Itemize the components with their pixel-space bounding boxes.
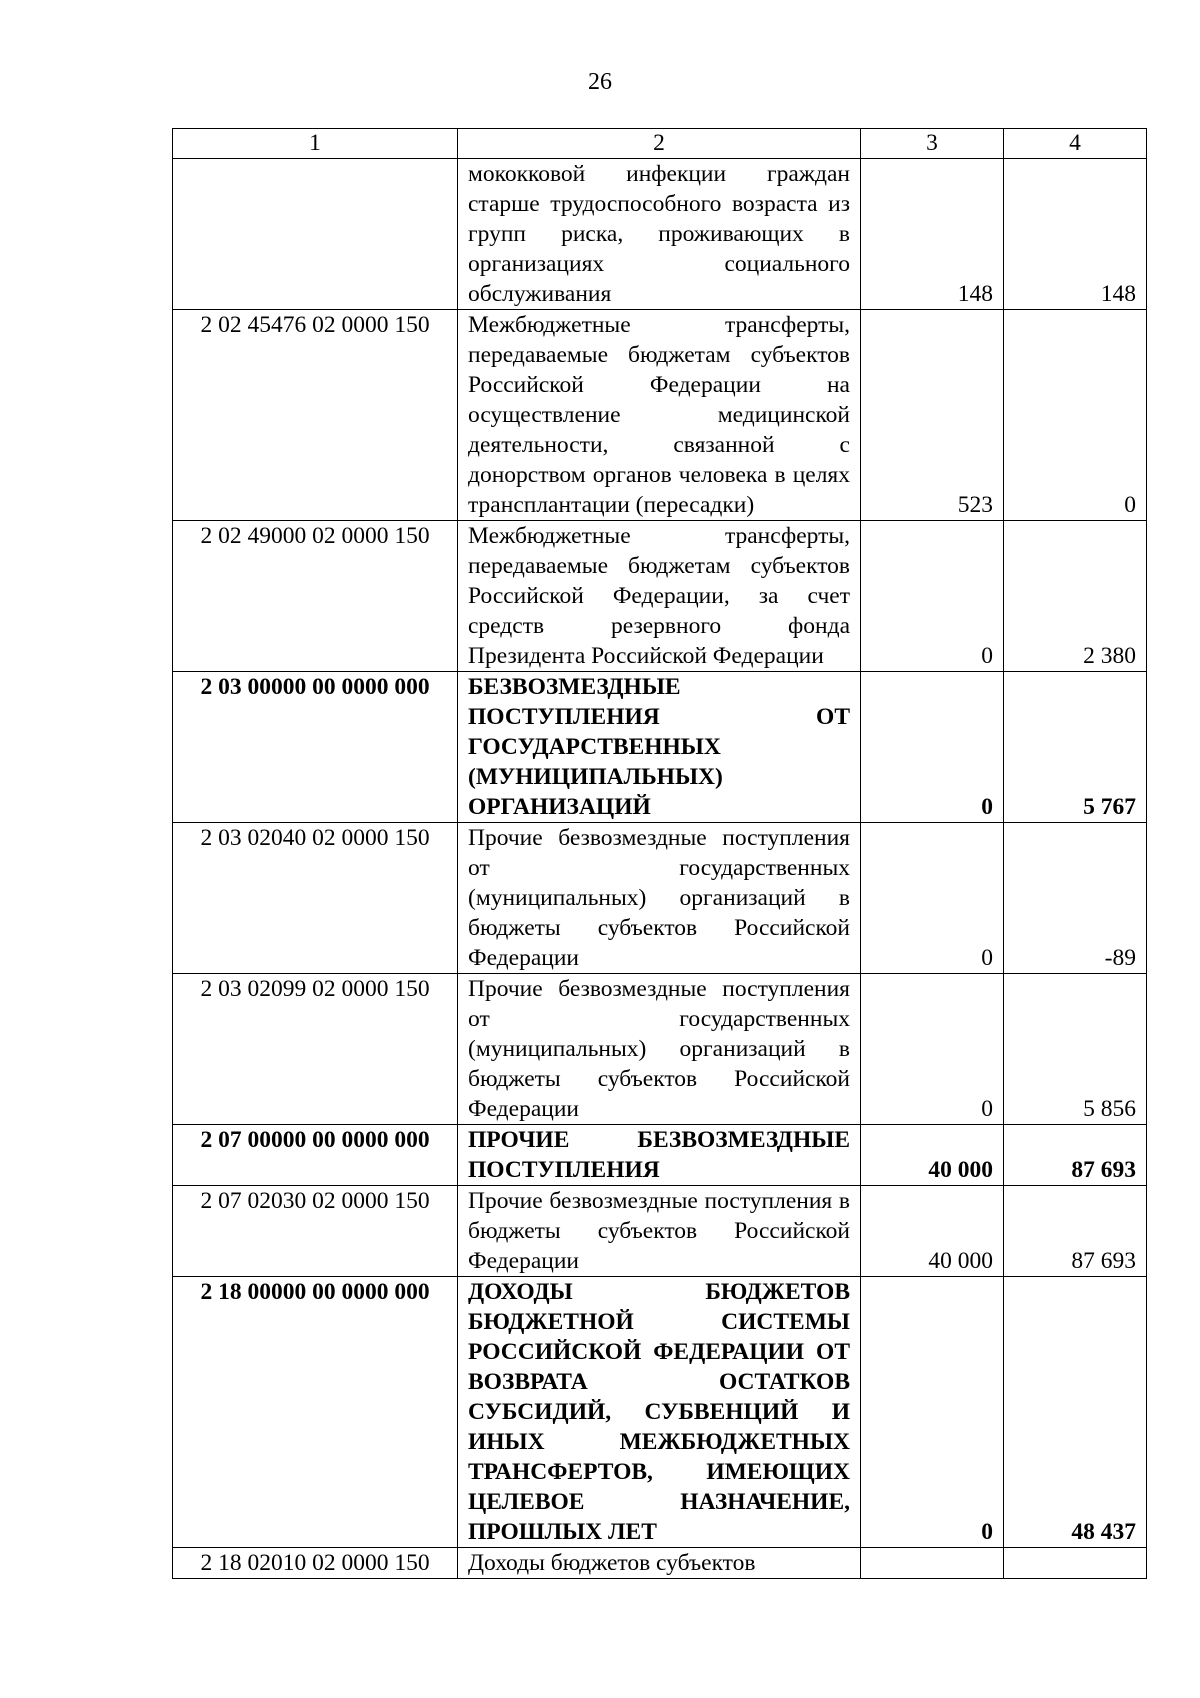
row-value-col3: 523	[861, 310, 1004, 521]
table-row-section	[173, 1277, 1147, 1548]
row-value-col3	[861, 1548, 1004, 1579]
row-value-col4: 0	[1004, 310, 1147, 521]
row-value-col3: 0	[861, 521, 1004, 672]
row-code: 2 18 00000 00 0000 000	[173, 1277, 458, 1548]
row-code: 2 03 02099 02 0000 150	[173, 974, 458, 1125]
header-col-4: 4	[1004, 129, 1147, 159]
table-row	[173, 823, 1147, 974]
row-value-col3: 40 000	[861, 1186, 1004, 1277]
row-value-col3: 148	[861, 159, 1004, 310]
row-value-col4: 87 693	[1004, 1186, 1147, 1277]
header-col-1: 1	[173, 129, 458, 159]
table-row-section	[173, 1125, 1147, 1186]
page-number: 26	[588, 69, 612, 95]
table-row	[173, 521, 1147, 672]
row-code: 2 03 00000 00 0000 000	[173, 672, 458, 823]
row-name: БЕЗВОЗМЕЗДНЫЕ ПОСТУПЛЕНИЯ ОТ ГОСУДАРСТВЕННЫХ (МУНИЦИПАЛЬНЫХ) ОРГАНИЗАЦИЙ	[458, 672, 861, 823]
table-row	[173, 1548, 1147, 1579]
table-row	[173, 159, 1147, 310]
row-code	[173, 159, 458, 310]
row-value-col4: 48 437	[1004, 1277, 1147, 1548]
row-value-col3: 40 000	[861, 1125, 1004, 1186]
row-value-col3: 0	[861, 823, 1004, 974]
row-name: ДОХОДЫ БЮДЖЕТОВ БЮДЖЕТНОЙ СИСТЕМЫ РОССИЙСКОЙ ФЕДЕРАЦИИ ОТ ВОЗВРАТА ОСТАТКОВ СУБСИДИЙ, СУБВЕНЦИЙ И ИНЫХ МЕЖБЮДЖЕТНЫХ ТРАНСФЕРТОВ, ИМЕЮЩИХ ЦЕЛЕВОЕ НАЗНАЧЕНИЕ, ПРОШЛЫХ ЛЕТ	[458, 1277, 861, 1548]
row-code: 2 18 02010 02 0000 150	[173, 1548, 458, 1579]
table-row	[173, 1186, 1147, 1277]
row-value-col4: 87 693	[1004, 1125, 1147, 1186]
header-col-2: 2	[458, 129, 861, 159]
row-value-col4: 2 380	[1004, 521, 1147, 672]
row-value-col3: 0	[861, 974, 1004, 1125]
row-value-col4: -89	[1004, 823, 1147, 974]
budget-table	[172, 128, 1147, 1579]
table-row-section	[173, 672, 1147, 823]
row-value-col3: 0	[861, 672, 1004, 823]
row-code: 2 02 45476 02 0000 150	[173, 310, 458, 521]
row-value-col4: 148	[1004, 159, 1147, 310]
row-name: Прочие безвозмездные поступления от государственных (муниципальных) организаций в бюджеты субъектов Российской Федерации	[458, 823, 861, 974]
row-code: 2 07 00000 00 0000 000	[173, 1125, 458, 1186]
header-col-3: 3	[861, 129, 1004, 159]
row-name: Межбюджетные трансферты, передаваемые бюджетам субъектов Российской Федерации, за счет средств резервного фонда Президента Российской Федерации	[458, 521, 861, 672]
row-value-col3: 0	[861, 1277, 1004, 1548]
row-name: мококковой инфекции граждан старше трудоспособного возраста из групп риска, проживающих в организациях социального обслуживания	[458, 159, 861, 310]
row-value-col4: 5 767	[1004, 672, 1147, 823]
row-name: ПРОЧИЕ БЕЗВОЗМЕЗДНЫЕ ПОСТУПЛЕНИЯ	[458, 1125, 861, 1186]
row-value-col4: 5 856	[1004, 974, 1147, 1125]
row-name: Межбюджетные трансферты, передаваемые бюджетам субъектов Российской Федерации на осуществление медицинской деятельности, связанной с донорством органов человека в целях трансплантации (пересадки)	[458, 310, 861, 521]
table-header-row	[173, 129, 1147, 159]
row-name: Доходы бюджетов субъектов	[458, 1548, 861, 1579]
row-value-col4	[1004, 1548, 1147, 1579]
row-code: 2 03 02040 02 0000 150	[173, 823, 458, 974]
row-name: Прочие безвозмездные поступления от государственных (муниципальных) организаций в бюджеты субъектов Российской Федерации	[458, 974, 861, 1125]
table-row	[173, 974, 1147, 1125]
row-code: 2 07 02030 02 0000 150	[173, 1186, 458, 1277]
table-row	[173, 310, 1147, 521]
row-code: 2 02 49000 02 0000 150	[173, 521, 458, 672]
row-name: Прочие безвозмездные поступления в бюджеты субъектов Российской Федерации	[458, 1186, 861, 1277]
